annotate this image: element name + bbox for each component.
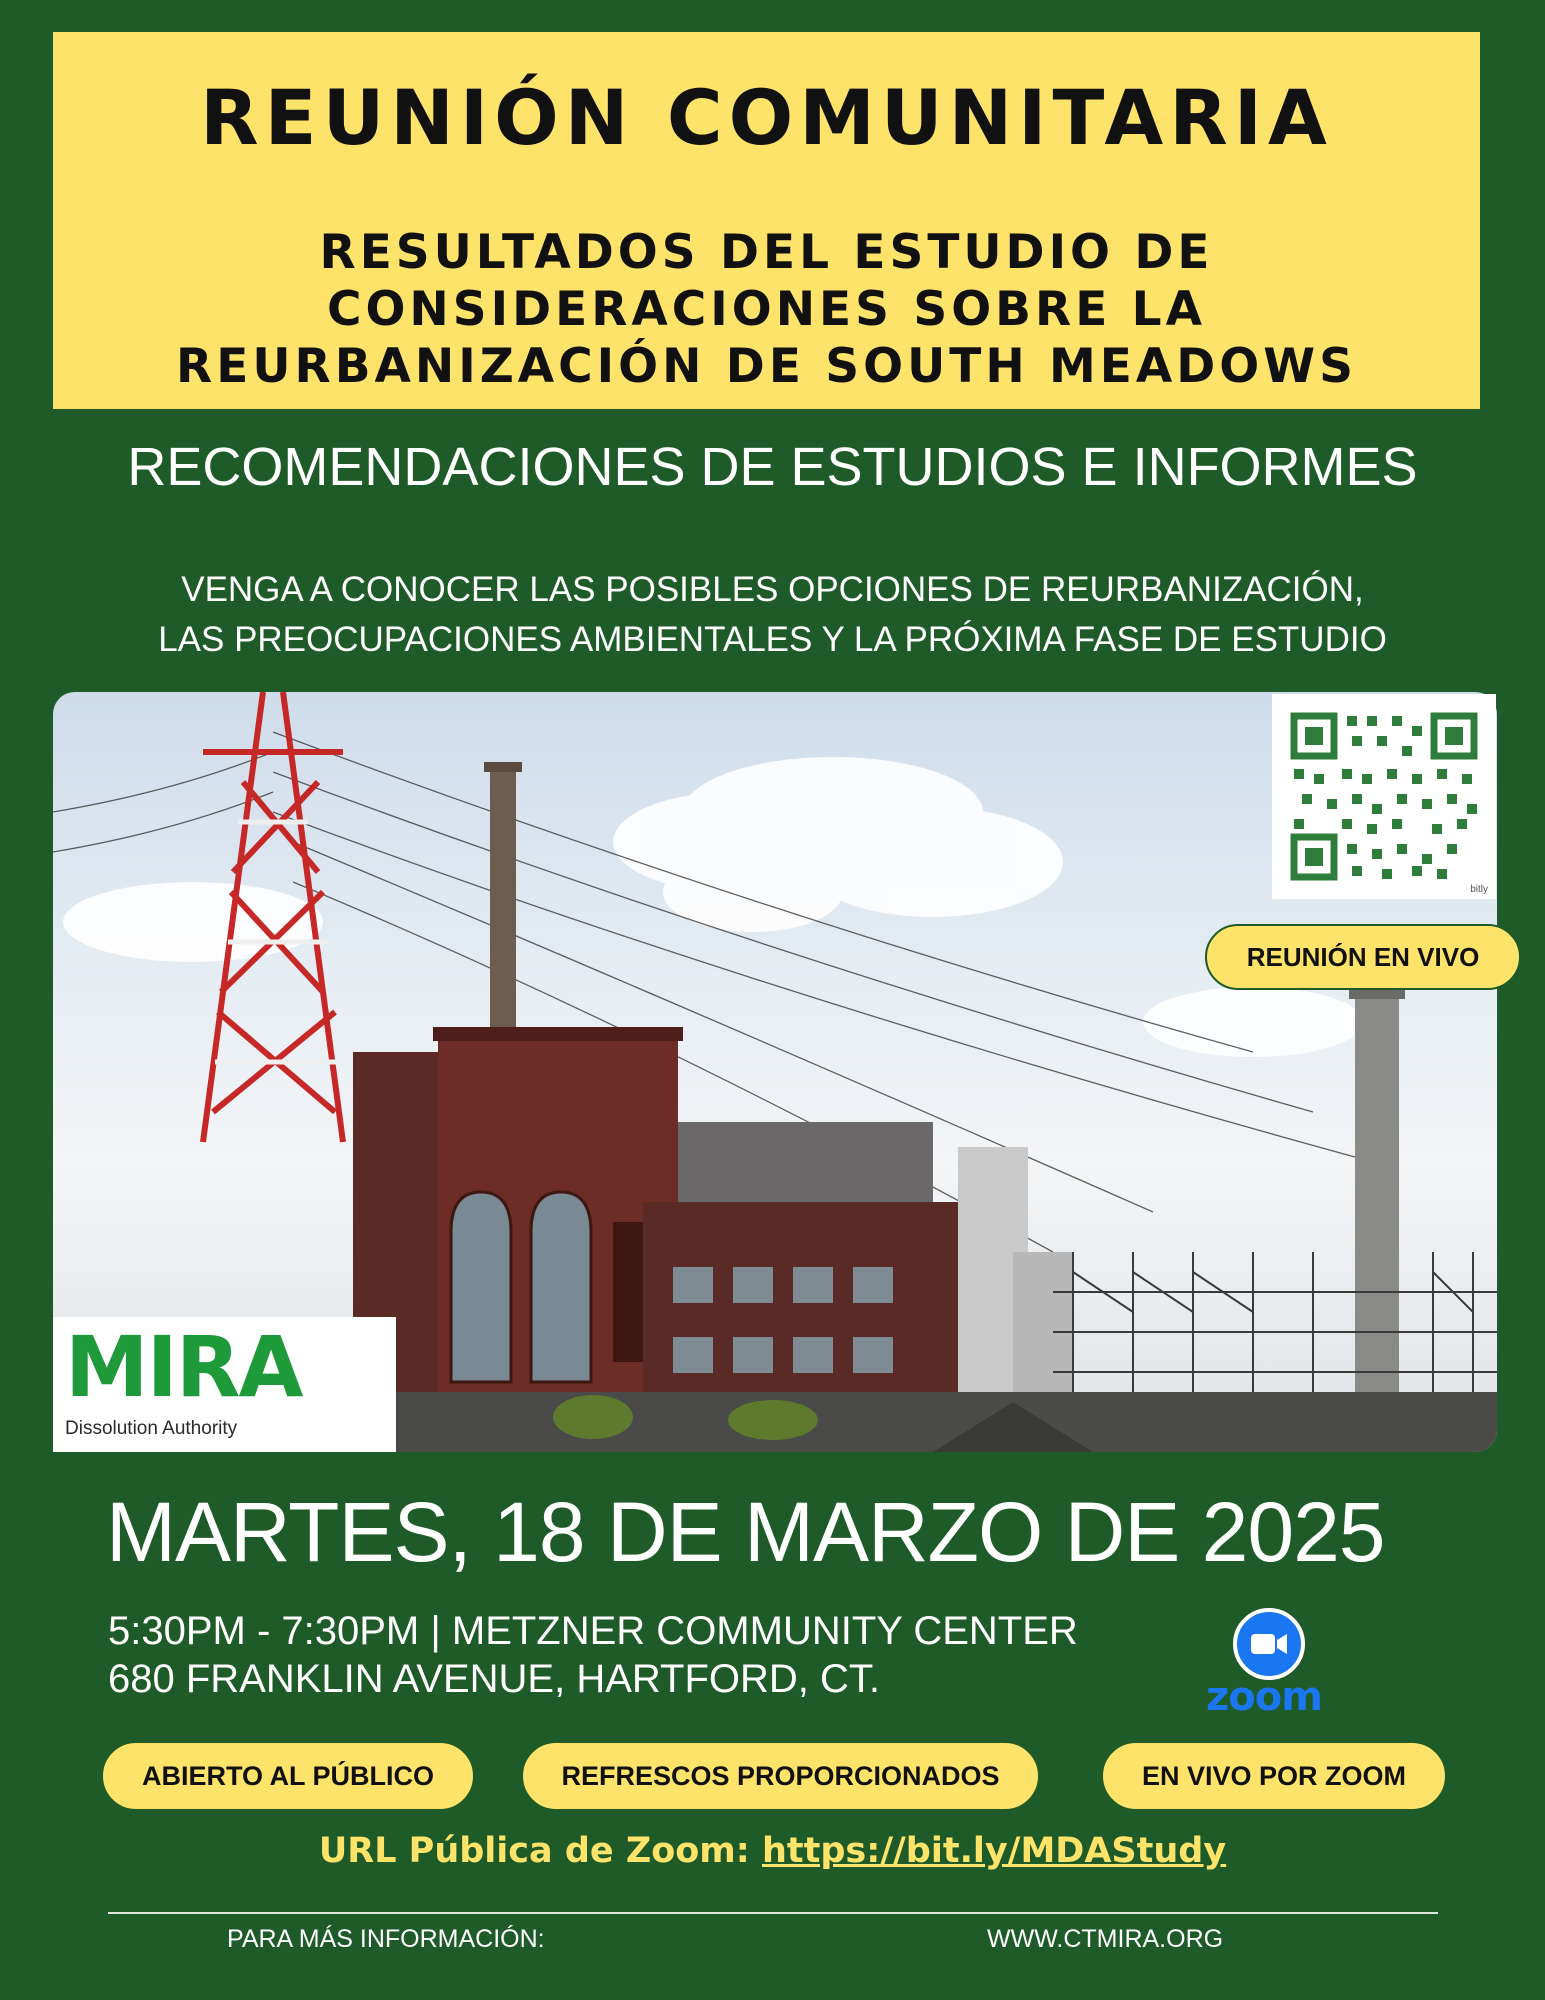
footer-divider [108, 1912, 1438, 1914]
live-on-zoom-badge: EN VIVO POR ZOOM [1101, 1741, 1447, 1811]
tagline [0, 565, 1545, 665]
qr-brand-tag: bitly [1470, 884, 1488, 895]
zoom-url-link[interactable]: https://bit.ly/MDAStudy [761, 1831, 1227, 1871]
logo-word: MIRA [65, 1318, 302, 1416]
qr-code-icon [1272, 694, 1496, 899]
zoom-word: zoom [1206, 1674, 1322, 1720]
more-info-label: PARA MÁS INFORMACIÓN: [227, 1925, 545, 1953]
event-details [108, 1607, 1078, 1703]
subtitle-line: CONSIDERACIONES SOBRE LA [326, 282, 1206, 337]
qr-code[interactable] [1272, 694, 1496, 899]
website-link[interactable]: WWW.CTMIRA.ORG [987, 1925, 1224, 1953]
subtitle-line: RESULTADOS DEL ESTUDIO DE [319, 225, 1214, 280]
mira-logo [53, 1317, 396, 1452]
event-address: 680 FRANKLIN AVENUE, HARTFORD, CT. [108, 1657, 881, 1701]
event-date: MARTES, 18 DE MARZO DE 2025 [106, 1485, 1385, 1579]
subtitle-line: REURBANIZACIÓN DE SOUTH MEADOWS [176, 339, 1357, 394]
open-to-public-badge: ABIERTO AL PÚBLICO [101, 1741, 475, 1811]
refreshments-badge: REFRESCOS PROPORCIONADOS [521, 1741, 1040, 1811]
page-subtitle [53, 224, 1480, 395]
page-title: REUNIÓN COMUNITARIA [200, 73, 1333, 162]
zoom-camera-icon [1233, 1608, 1305, 1680]
zoom-logo [1206, 1608, 1346, 1718]
event-time-venue: 5:30PM - 7:30PM | METZNER COMMUNITY CENTER [108, 1609, 1078, 1653]
title-banner [53, 32, 1480, 409]
live-meeting-badge: REUNIÓN EN VIVO [1205, 924, 1521, 990]
zoom-url-label: URL Pública de Zoom: [318, 1831, 750, 1871]
section-heading: RECOMENDACIONES DE ESTUDIOS E INFORMES [127, 437, 1418, 497]
zoom-url-line [0, 1831, 1545, 1871]
tagline-line: LAS PREOCUPACIONES AMBIENTALES Y LA PRÓXIMA FASE DE ESTUDIO [158, 620, 1387, 659]
logo-subtitle: Dissolution Authority [65, 1418, 238, 1439]
tagline-line: VENGA A CONOCER LAS POSIBLES OPCIONES DE REURBANIZACIÓN, [181, 570, 1364, 609]
